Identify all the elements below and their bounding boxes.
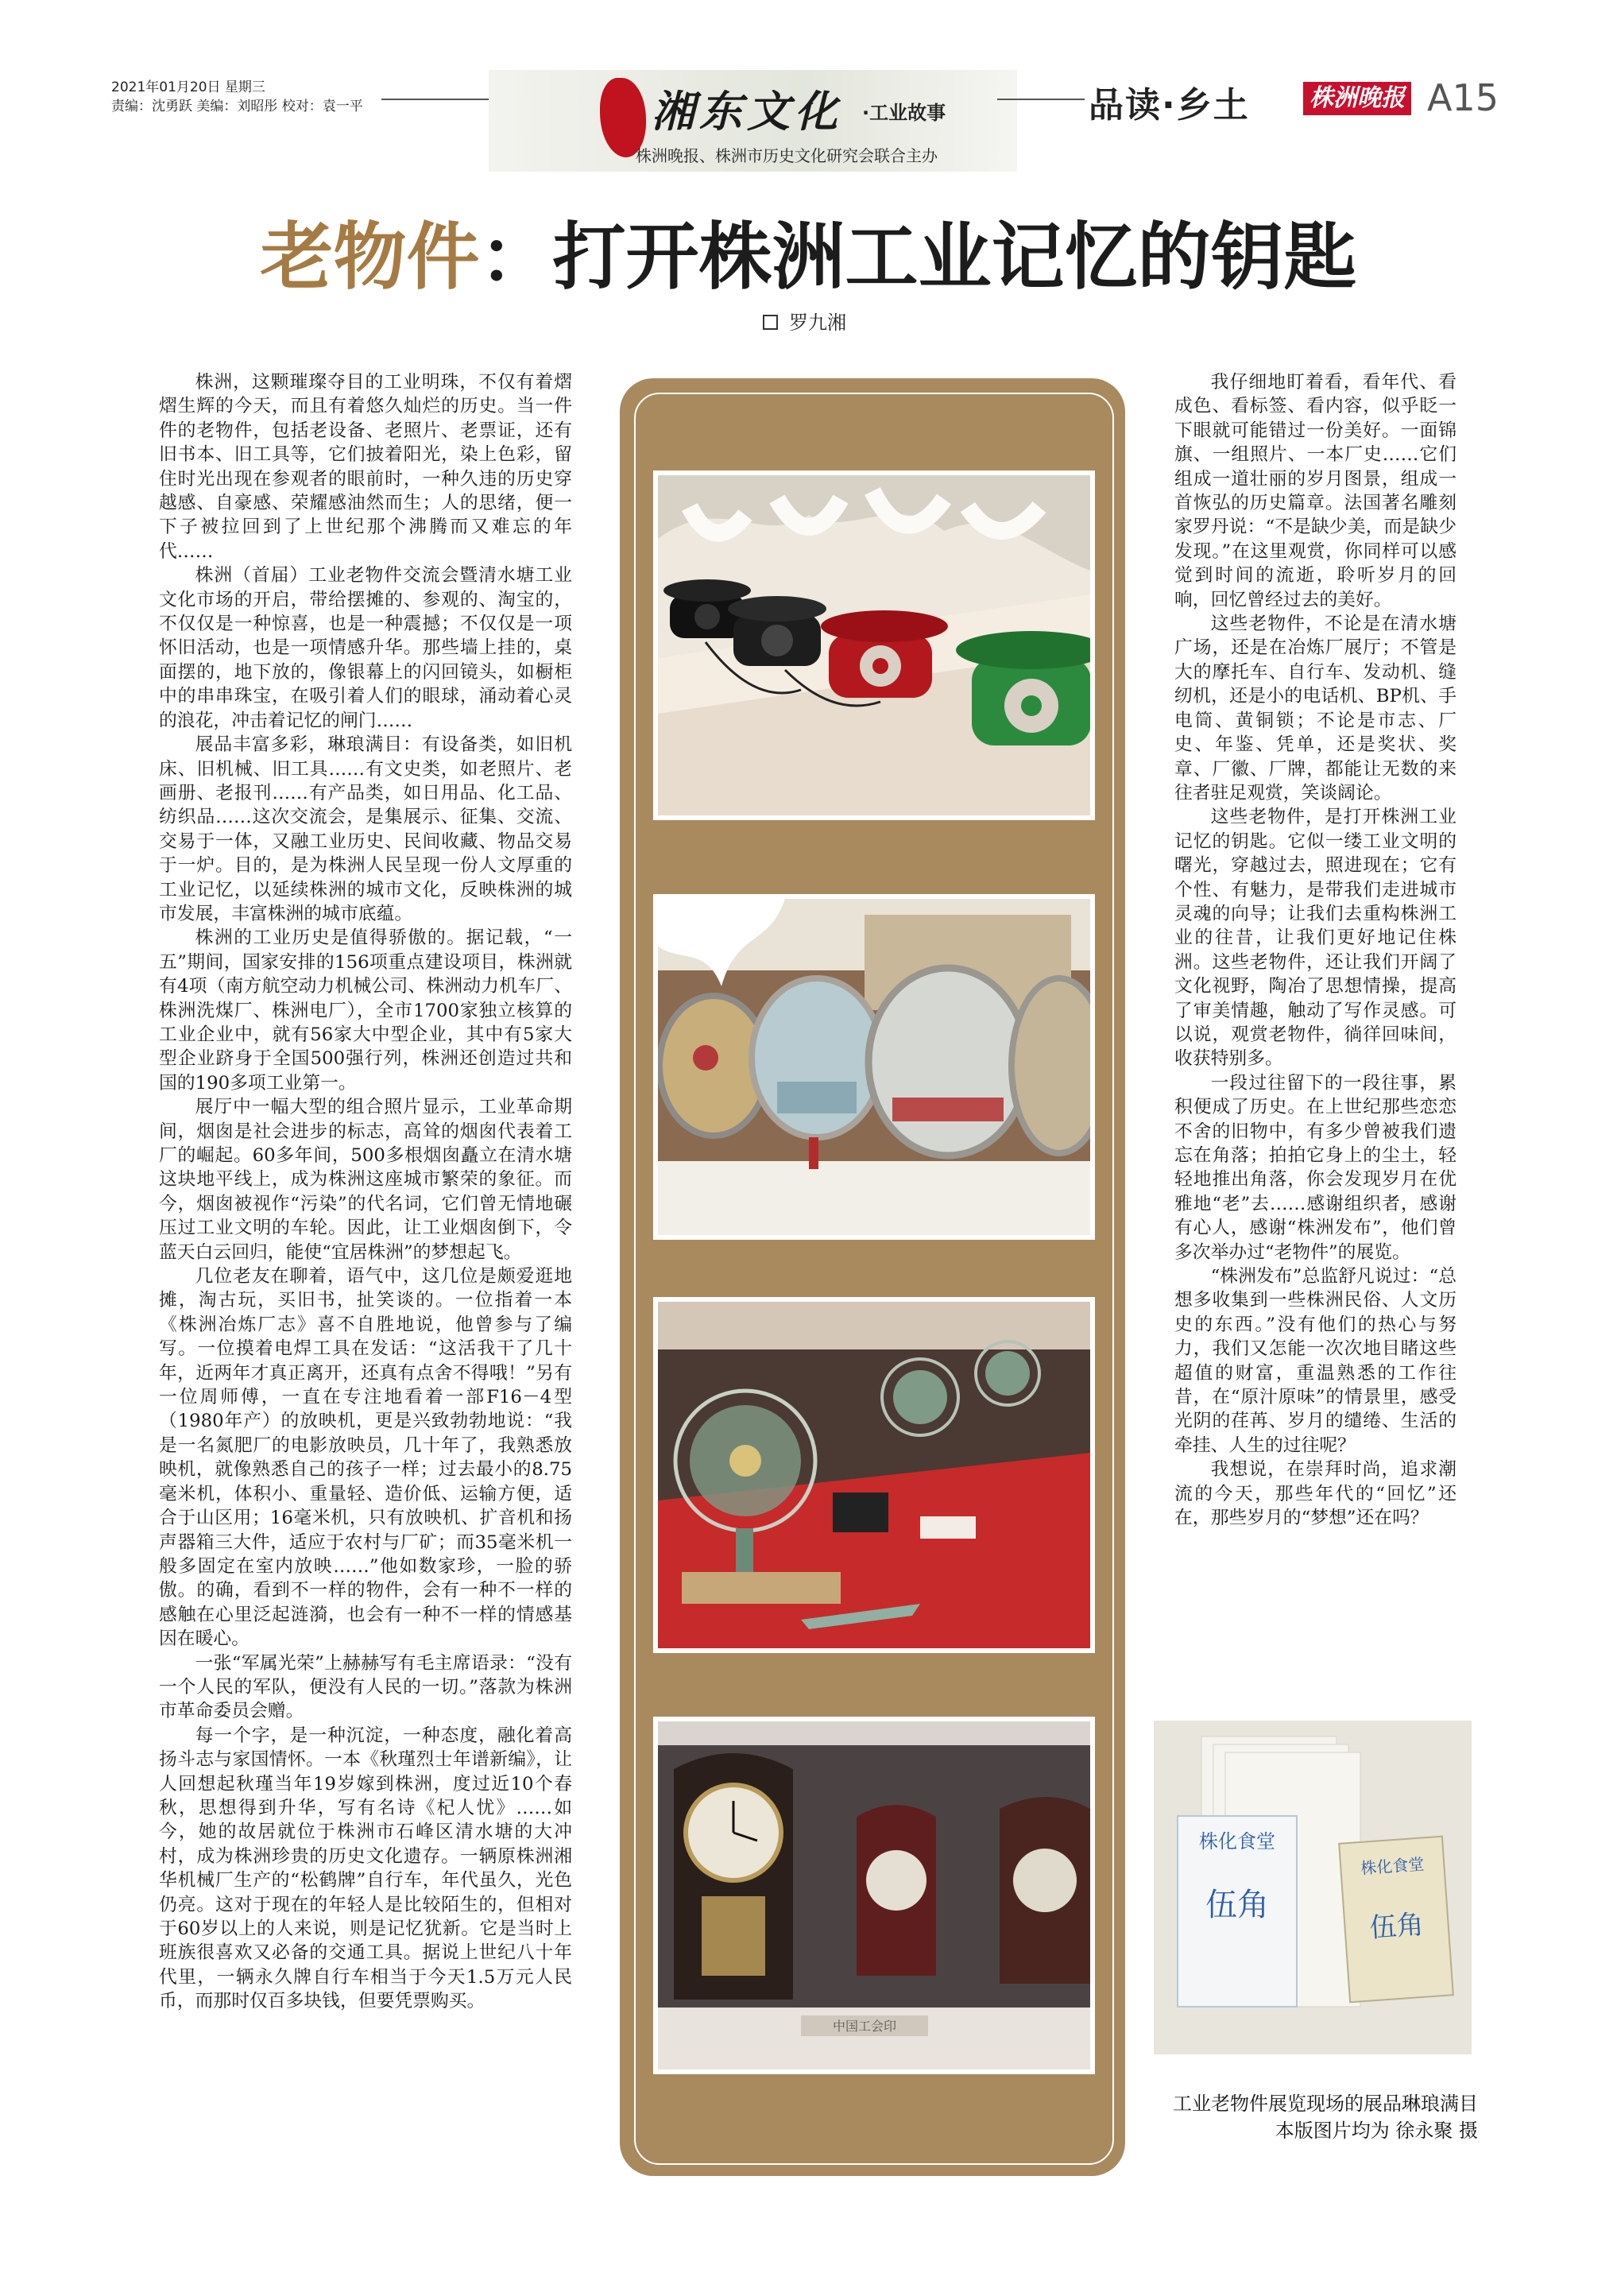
ticket-title-2: 株化食堂 (1360, 1854, 1426, 1878)
page-number: A15 (1427, 76, 1499, 119)
article-paragraph: 展厅中一幅大型的组合照片显示，工业革命期间，烟囱是社会进步的标志，高耸的烟囱代表着工厂的崛起。60多年间，500多根烟囱矗立在清水塘这块地平线上，成为株洲这座城市繁荣的象征。而今，烟囱被视作“污染”的代名词，它们曾无情地碾压过工业文明的车轮。因此，让工业烟囱倒下，令蓝天白云回归，能使“宜居株洲”的梦想起飞。 (159, 1097, 572, 1263)
ticket-value: 伍角 (1205, 1887, 1269, 1923)
photo-caption-line: 工业老物件展览现场的展品琳琅满目 (1173, 2093, 1478, 2115)
newspaper-logo: 株洲晚报 (1303, 82, 1411, 115)
article-paragraph: 株洲（首届）工业老物件交流会暨清水塘工业文化市场的开启，带给摆摊的、参观的、淘宝的，不仅仅是一种惊喜，也是一种震撼；不仅仅是一项怀旧活动，也是一项情感升华。那些墙上挂的，桌面摆的，地下放的，像银幕上的闪回镜头，如橱柜中的串串珠宝，在吸引着人们的眼球，涌动着心灵的浪花，冲击着记忆的闸门…… (159, 565, 572, 731)
article-paragraph: 这些老物件，不论是在清水塘广场，还是在冶炼厂展厅；不管是大的摩托车、自行车、发动机、缝纫机，还是小的电话机、BP机、手电筒、黄铜锁；不论是市志、厂史、年鉴、凭单，还是奖状、奖章、厂徽、厂牌，都能让无数的来往者驻足观赏，笑谈阔论。 (1174, 614, 1456, 803)
photo-credit: 本版图片均为 徐永聚 摄 (1275, 2120, 1478, 2142)
byline (763, 307, 846, 335)
article-left-column (159, 370, 572, 2014)
article-paragraph: “株洲发布”总监舒凡说过：“总想多收集到一些株洲民俗、人文历史的东西。”没有他们的热心与努力，我们又怎能一次次地目睹这些超值的财富，重温熟悉的工作往昔，在“原汁原味”的情景里，感受光阴的荏苒、岁月的缱绻、生活的牵挂、人生的过往呢？ (1174, 1266, 1456, 1456)
article-paragraph: 展品丰富多彩，琳琅满目：有设备类，如旧机床、旧机械、旧工具……有文史类，如老照片、老画册、老报刊……有产品类，如日用品、化工品、纺织品……这次交流会，是集展示、征集、交流、交易于一体，又融工业历史、民间收藏、物品交易于一炉。目的，是为株洲人民呈现一份人文厚重的工业记忆，以延续株洲的城市文化，反映株洲的城市发展，丰富株洲的城市底蕴。 (159, 734, 572, 924)
article-paragraph: 我仔细地盯着看，看年代、看成色、看标签、看内容，似乎眨一下眼就可能错过一份美好。一面锦旗、一组照片、一本厂史……它们组成一道壮丽的岁月图景，组成一首恢弘的历史篇章。法国著名雕刻家罗丹说：“不是缺少美，而是缺少发现。”在这里观赏，你同样可以感觉到时间的流逝，聆听岁月的回响，回忆曾经过去的美好。 (1174, 372, 1456, 610)
ticket-value-2: 伍角 (1368, 1908, 1425, 1945)
meal-tickets-photo (1154, 1721, 1472, 2054)
article-paragraph: 每一个字，是一种沉淀，一种态度，融化着高扬斗志与家国情怀。一本《秋瑾烈士年谱新编》，让人回想起秋瑾当年19岁嫁到株洲，度过近10个春秋，思想得到升华，写有名诗《杞人忧》……如今，她的故居就位于株洲市石峰区清水塘的大冲村，成为株洲珍贵的历史文化遗存。一辆原株洲湘华机械厂生产的“松鹤牌”自行车，年代虽久，光色仍亮。这对于现在的年轻人是比较陌生的，但相对于60岁以上的人来说，则是记忆犹新。它是当时上班族很喜欢又必备的交通工具。据说上世纪八十年代里，一辆永久牌自行车相当于今天1.5万元人民币，而那时仅百多块钱，但要凭票购买。 (159, 1725, 572, 2012)
article-paragraph: 株洲的工业历史是值得骄傲的。据记载，“一五”期间，国家安排的156项重点建设项目，株洲就有4项（南方航空动力机械公司、株洲动力机车厂、株洲洗煤厂、株洲电厂），全市1700家独立核算的工业企业中，就有56家大中型企业，其中有5家大型企业跻身于全国500强行列，株洲还创造过共和国的190多项工业第一。 (159, 927, 572, 1094)
article-paragraph: 一段过往留下的一段往事，累积便成了历史。在上世纪那些恋恋不舍的旧物中，有多少曾被我们遗忘在角落；拍拍它身上的尘土，轻轻地推出角落，你会发现岁月在优雅地“老”去……感谢组织者，感谢有心人，感谢“株洲发布”，他们曾多次举办过“老物件”的展览。 (1174, 1072, 1456, 1263)
page-date: 2021年01月20日 星期三 (111, 79, 265, 95)
byline-author: 罗九湘 (789, 312, 846, 334)
byline-box-icon (763, 315, 778, 330)
article-paragraph: 一张“军属光荣”上赫赫写有毛主席语录：“没有一个人民的军队，便没有人民的一切。”落款为株洲市革命委员会赠。 (159, 1652, 572, 1722)
column-subtitle: ·工业故事 (862, 102, 946, 124)
article-paragraph: 我想说，在崇拜时尚，追求潮流的今天，那些年代的“回忆”还在，那些岁月的“梦想”还在吗？ (1174, 1459, 1456, 1529)
painted-mirrors-photo (653, 894, 1095, 1240)
photo-caption (1144, 2090, 1478, 2144)
headline-accent: 老物件 (260, 215, 480, 300)
headline (0, 213, 1617, 302)
electric-fans-photo (653, 1297, 1095, 1653)
article-right-column (1174, 370, 1456, 1531)
rotary-telephones-photo (653, 470, 1095, 820)
ticket-title: 株化食堂 (1199, 1830, 1275, 1853)
column-title: 湘东文化 (652, 86, 842, 137)
page-editors: 责编：沈勇跃 美编：刘昭彤 校对：袁一平 (111, 99, 363, 114)
article-paragraph: 几位老友在聊着，语气中，这几位是颇爱逛地摊，淘古玩，买旧书，扯笑谈的。一位指着一本《株洲冶炼厂志》喜不自胜地说，他曾参与了编写。一位摸着电焊工具在发话：“这活我干了几十年，近两年才真正离开，还真有点舍不得哦！”另有一位周师傅，一直在专注地看着一部F16－4型（1980年产）的放映机，更是兴致勃勃地说：“我是一名氮肥厂的电影放映员，几十年了，我熟悉放映机，就像熟悉自己的孩子一样；过去最小的8.75毫米机，体积小、重量轻、造价低、运输方便，适合于山区用；16毫米机，只有放映机、扩音机和扬声器箱三大件，适应于农村与厂矿；而35毫米机一般多固定在室内放映……”他如数家珍，一脸的骄傲。的确，看到不一样的物件，会有一种不一样的感触在心里泛起涟漪，也会有一种不一样的情感基因在暖心。 (159, 1266, 572, 1650)
shelf-label: 中国工会印 (832, 2019, 897, 2034)
headline-main: ：打开株洲工业记忆的钥匙 (479, 215, 1357, 300)
vintage-clocks-photo (653, 1717, 1095, 2074)
column-organizers: 株洲晚报、株洲市历史文化研究会联合主办 (636, 146, 938, 165)
page-date-editors (111, 78, 363, 116)
article-paragraph: 株洲，这颗璀璨夺目的工业明珠，不仅有着熠熠生辉的今天，而且有着悠久灿烂的历史。当一件件的老物件，包括老设备、老照片、老票证，还有旧书本、旧工具等，它们披着阳光，染上色彩，留住时光出现在参观者的眼前时，一种久违的历史穿越感、自豪感、荣耀感油然而生；人的思绪，便一下子被拉回到了上世纪那个沸腾而又难忘的年代…… (159, 372, 572, 562)
article-paragraph: 这些老物件，是打开株洲工业记忆的钥匙。它似一缕工业文明的曙光，穿越过去，照进现在；它有个性、有魅力，是带我们走进城市灵魂的向导；让我们去重构株洲工业的往昔，让我们更好地记住株洲。这些老物件，还让我们开阔了文化视野，陶冶了思想情操，提高了审美情趣，触动了写作灵感。可以说，观赏老物件，徜徉回味间，收获特别多。 (1174, 807, 1456, 1070)
section-name: 品读·乡土 (1089, 85, 1250, 126)
header-rule-right (997, 99, 1085, 100)
